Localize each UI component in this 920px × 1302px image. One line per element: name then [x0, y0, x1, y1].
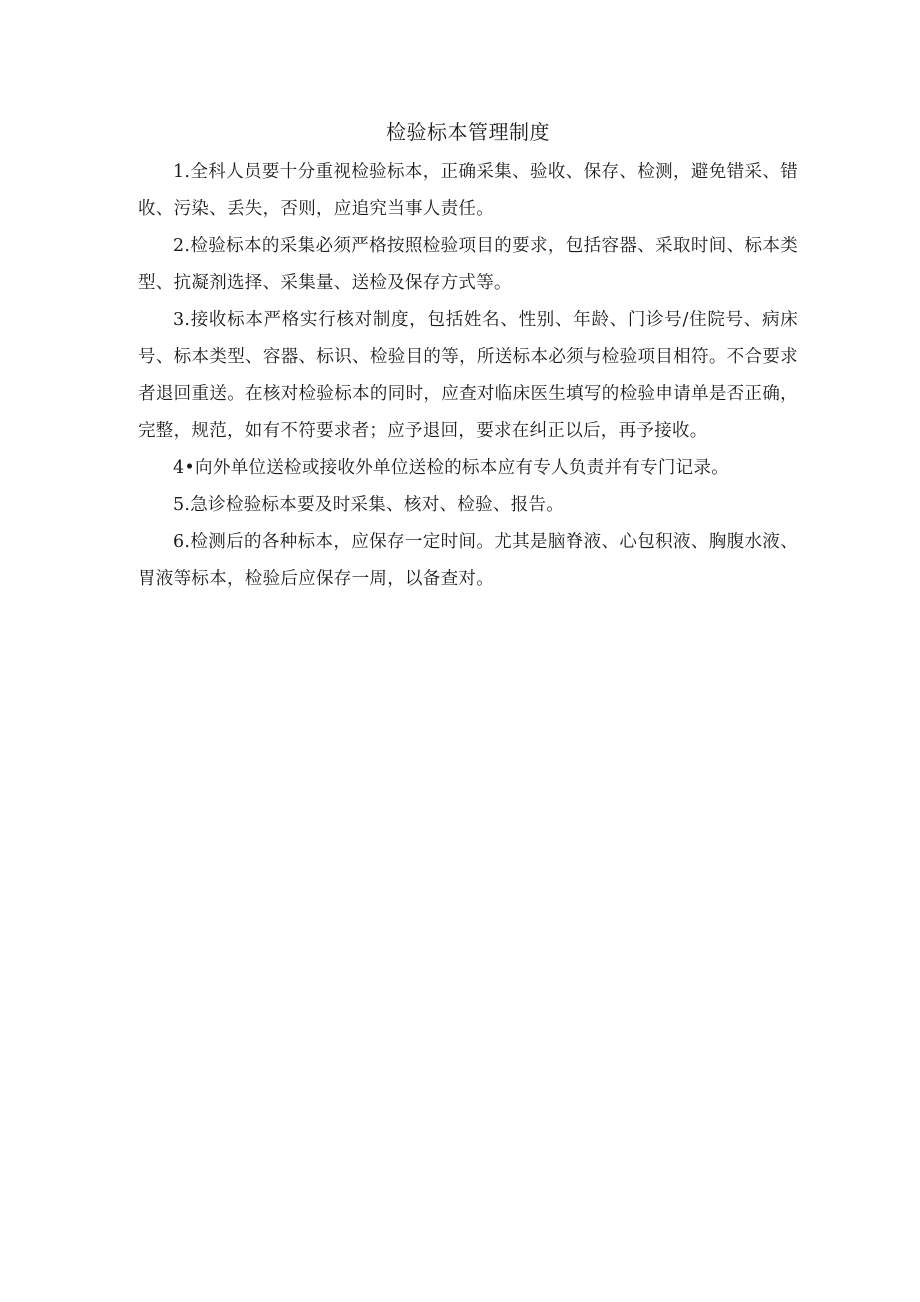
paragraph-3: 3.接收标本严格实行核对制度，包括姓名、性别、年龄、门诊号/住院号、病床号、标本类型、容器、标识、检验目的等，所送标本必须与检验项目相符。不合要求者退回重送。在核对检验标本的同时，应查对临床医生填写的检验申请单是否正确，完整，规范，如有不符要求者；应予退回，要求在纠正以后，再予接收。 [138, 310, 798, 441]
paragraph-5: 5.急诊检验标本要及时采集、核对、检验、报告。 [173, 495, 565, 515]
document-body [138, 112, 798, 598]
paragraph-2: 2.检验标本的采集必须严格按照检验项目的要求，包括容器、采取时间、标本类型、抗凝剂选择、采集量、送检及保存方式等。 [138, 236, 798, 293]
paragraph-4: 4•向外单位送检或接收外单位送检的标本应有专人负责并有专门记录。 [173, 458, 730, 478]
document-title: 检验标本管理制度 [386, 120, 550, 144]
paragraph-1: 1.全科人员要十分重视检验标本，正确采集、验收、保存、检测，避免错采、错收、污染、丢失，否则，应追究当事人责任。 [138, 162, 798, 219]
paragraph-6: 6.检测后的各种标本，应保存一定时间。尤其是脑脊液、心包积液、胸腹水液、胃液等标本，检验后应保存一周，以备查对。 [138, 532, 798, 589]
